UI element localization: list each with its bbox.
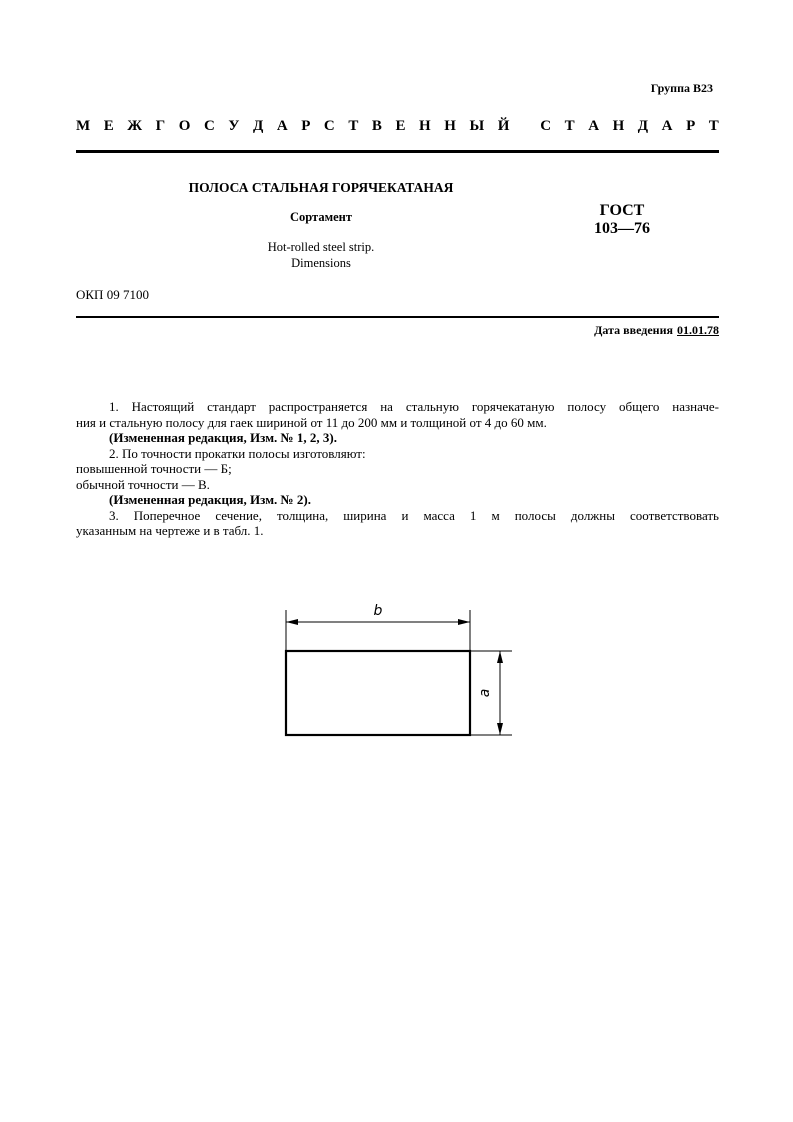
banner-letter: Д — [637, 118, 649, 134]
paragraph-2-note: (Измененная редакция, Изм. № 2). — [109, 492, 311, 507]
paragraph-2-item-2: обычной точности — В. — [76, 476, 210, 492]
banner-letter: Ы — [469, 118, 485, 134]
banner-letter: О — [178, 118, 191, 134]
label-a: a — [477, 688, 493, 698]
banner-letter: Ж — [127, 118, 143, 134]
banner-letter: С — [540, 118, 552, 134]
date-label: Дата введения — [594, 323, 673, 337]
standard-banner — [76, 118, 719, 135]
arrow-b-right — [458, 619, 470, 625]
banner-letter: Р — [301, 118, 311, 134]
paragraph-1-line-1: 1. Настоящий стандарт распространяется на стальную горячекатаную полосу общего назначе- — [109, 399, 719, 414]
banner-letter: А — [661, 118, 673, 134]
banner-letter: Н — [419, 118, 431, 134]
introduction-date — [594, 323, 719, 338]
english-title — [76, 239, 566, 271]
arrow-b-left — [286, 619, 298, 625]
banner-letter: М — [76, 118, 91, 134]
header-rule — [76, 150, 719, 153]
banner-letter: Т — [708, 118, 719, 134]
paragraph-3-line-1: 3. Поперечное сечение, толщина, ширина и масса 1 м полосы должны соответствовать — [109, 507, 719, 523]
banner-letter: С — [203, 118, 215, 134]
gost-number — [562, 202, 682, 238]
okp-code: ОКП 09 7100 — [76, 287, 149, 302]
date-value: 01.01.78 — [677, 323, 719, 337]
banner-letter: Е — [103, 118, 114, 134]
english-title-line2: Dimensions — [291, 256, 351, 270]
okp-rule — [76, 316, 719, 318]
label-b: b — [373, 603, 383, 619]
banner-letter: Й — [497, 118, 510, 134]
paragraph-1-note: (Измененная редакция, Изм. № 1, 2, 3). — [109, 430, 337, 445]
banner-letter: Н — [444, 118, 456, 134]
document-body — [76, 399, 719, 539]
document-subtitle: Сортамент — [289, 210, 352, 224]
banner-letter: Г — [155, 118, 166, 134]
arrow-a-top — [497, 651, 503, 663]
banner-letter: Н — [612, 118, 625, 134]
banner-letter: В — [371, 118, 382, 134]
english-title-line1: Hot-rolled steel strip. — [267, 240, 375, 254]
banner-letter — [523, 118, 527, 135]
banner-letter: Т — [564, 118, 575, 134]
document-title: ПОЛОСА СТАЛЬНАЯ ГОРЯЧЕКАТАНАЯ — [188, 180, 454, 195]
paragraph-3-line-2: указанным на чертеже и в табл. 1. — [76, 523, 264, 538]
banner-letter: Р — [686, 118, 696, 134]
gost-code: 103—76 — [594, 220, 650, 237]
group-code: Группа В23 — [650, 81, 713, 95]
banner-letter: Т — [348, 118, 359, 134]
arrow-a-bottom — [497, 723, 503, 735]
section-rectangle — [286, 651, 470, 735]
banner-letter: А — [588, 118, 600, 134]
banner-letter: Д — [252, 118, 264, 134]
paragraph-2-item-1: повышенной точности — Б; — [76, 461, 232, 476]
cross-section-drawing — [280, 600, 520, 745]
banner-letter: У — [228, 118, 240, 134]
banner-letter: С — [323, 118, 335, 134]
paragraph-1-line-2: ния и стальную полосу для гаек шириной от 11 до 200 мм и толщиной от 4 до 60 мм. — [76, 414, 547, 430]
gost-label: ГОСТ — [599, 202, 645, 219]
banner-letter: А — [276, 118, 288, 134]
banner-letter: Е — [395, 118, 406, 134]
paragraph-2: 2. По точности прокатки полосы изготовляют: — [109, 445, 366, 461]
